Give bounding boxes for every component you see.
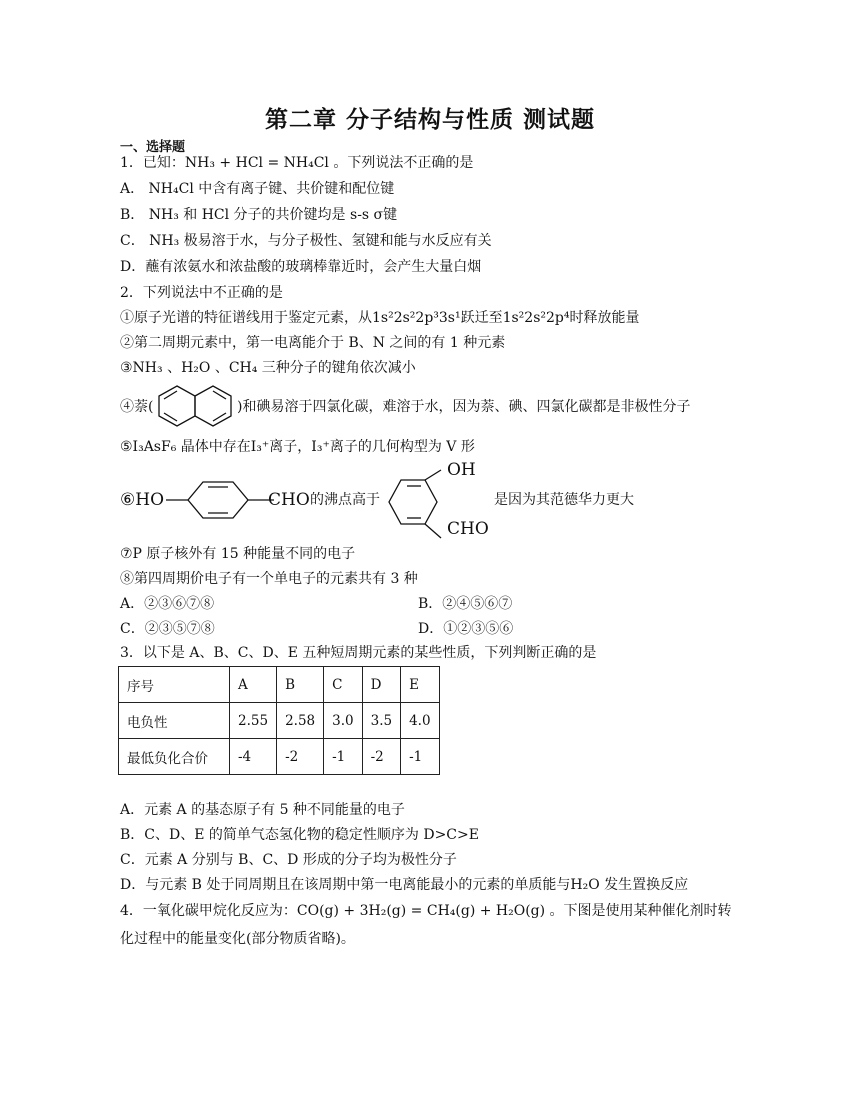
table-cell: E xyxy=(401,667,439,703)
q2-statement-6-suffix: 是因为其范德华力更大 xyxy=(494,492,634,508)
q1-stem: 1．已知：NH₃ + HCl = NH₄Cl 。下列说法不正确的是 xyxy=(120,155,474,171)
element-properties-table xyxy=(118,666,440,775)
q2-option-b: B．②④⑤⑥⑦ xyxy=(418,596,513,612)
table-cell: 2.58 xyxy=(277,703,324,739)
o-hydroxybenzaldehyde-structure xyxy=(381,466,455,544)
table-cell: D xyxy=(362,667,400,703)
section-heading: 一、选择题 xyxy=(120,140,186,155)
q4-stem: 4．一氧化碳甲烷化反应为：CO(g) + 3H₂(g) = CH₄(g) + H₂O(g) 。下图是使用某种催化剂时转 xyxy=(120,903,732,919)
q3-option-d: D．与元素 B 处于同周期且在该周期中第一电离能最小的元素的单质能与H₂O 发生置换反应 xyxy=(120,877,689,893)
table-cell: 序号 xyxy=(119,667,230,703)
q3-stem: 3．以下是 A、B、C、D、E 五种短周期元素的某些性质，下列判断正确的是 xyxy=(120,645,597,661)
q1-option-c: C． NH₃ 极易溶于水，与分子极性、氢键和能与水反应有关 xyxy=(120,233,492,249)
q2-statement-4-prefix: ④萘( xyxy=(120,399,154,415)
table-cell: 3.0 xyxy=(324,703,362,739)
q2-option-d: D．①②③⑤⑥ xyxy=(418,621,514,637)
q1-option-a: A． NH₄Cl 中含有离子键、共价键和配位键 xyxy=(120,181,395,197)
q2-statement-1: ①原子光谱的特征谱线用于鉴定元素，从1s²2s²2p³3s¹跃迁至1s²2s²2p⁴时释放能量 xyxy=(120,310,640,326)
q3-option-c: C．元素 A 分别与 B、C、D 形成的分子均为极性分子 xyxy=(120,852,457,868)
table-cell: 2.55 xyxy=(230,703,277,739)
q3-option-b: B．C、D、E 的简单气态氢化物的稳定性顺序为 D>C>E xyxy=(120,827,479,843)
table-cell: C xyxy=(324,667,362,703)
q2-statement-4-suffix: )和碘易溶于四氯化碳，难溶于水，因为萘、碘、四氯化碳都是非极性分子 xyxy=(237,399,691,415)
q2-statement-7: ⑦P 原子核外有 15 种能量不同的电子 xyxy=(120,546,356,562)
table-cell: 4.0 xyxy=(401,703,439,739)
table-row xyxy=(119,739,440,775)
q2-statement-2: ②第二周期元素中，第一电离能介于 B、N 之间的有 1 种元素 xyxy=(120,335,506,351)
q3-option-a: A．元素 A 的基态原子有 5 种不同能量的电子 xyxy=(120,802,405,818)
q2-stem: 2．下列说法中不正确的是 xyxy=(120,285,283,301)
table-cell: -1 xyxy=(324,739,362,775)
table-cell: -1 xyxy=(401,739,439,775)
q4-stem-continued: 化过程中的能量变化(部分物质省略)。 xyxy=(120,931,355,947)
q2-statement-8: ⑧第四周期价电子有一个单电子的元素共有 3 种 xyxy=(120,571,418,587)
q2-statement-6-ho: ⑥HO xyxy=(120,490,165,510)
q2-statement-5: ⑤I₃AsF₆ 晶体中存在I₃⁺离子，I₃⁺离子的几何构型为 V 形 xyxy=(120,439,475,455)
naphthalene-structure xyxy=(155,383,239,429)
table-row xyxy=(119,703,440,739)
q2-statement-6-cho2: CHO xyxy=(447,519,489,539)
table-header-row xyxy=(119,667,440,703)
table-cell: -2 xyxy=(277,739,324,775)
table-cell: -2 xyxy=(362,739,400,775)
p-hydroxybenzaldehyde-structure xyxy=(166,472,276,528)
q2-option-c: C．②③⑤⑦⑧ xyxy=(120,621,215,637)
q2-statement-6-oh: OH xyxy=(447,460,476,480)
table-cell: 3.5 xyxy=(362,703,400,739)
page-title: 第二章 分子结构与性质 测试题 xyxy=(264,107,595,133)
q1-option-b: B． NH₃ 和 HCl 分子的共价键均是 s-s σ键 xyxy=(120,207,398,223)
table-cell: B xyxy=(277,667,324,703)
q2-statement-6-cho: CHO xyxy=(268,490,310,510)
q2-statement-3: ③NH₃ 、H₂O 、CH₄ 三种分子的键角依次减小 xyxy=(120,360,416,376)
table-cell: 最低负化合价 xyxy=(119,739,230,775)
table-cell: A xyxy=(230,667,277,703)
q2-statement-6-middle: 的沸点高于 xyxy=(310,492,380,508)
table-cell: -4 xyxy=(230,739,277,775)
q1-option-d: D．蘸有浓氨水和浓盐酸的玻璃棒靠近时，会产生大量白烟 xyxy=(120,259,482,275)
table-cell: 电负性 xyxy=(119,703,230,739)
q2-option-a: A．②③⑥⑦⑧ xyxy=(120,596,215,612)
